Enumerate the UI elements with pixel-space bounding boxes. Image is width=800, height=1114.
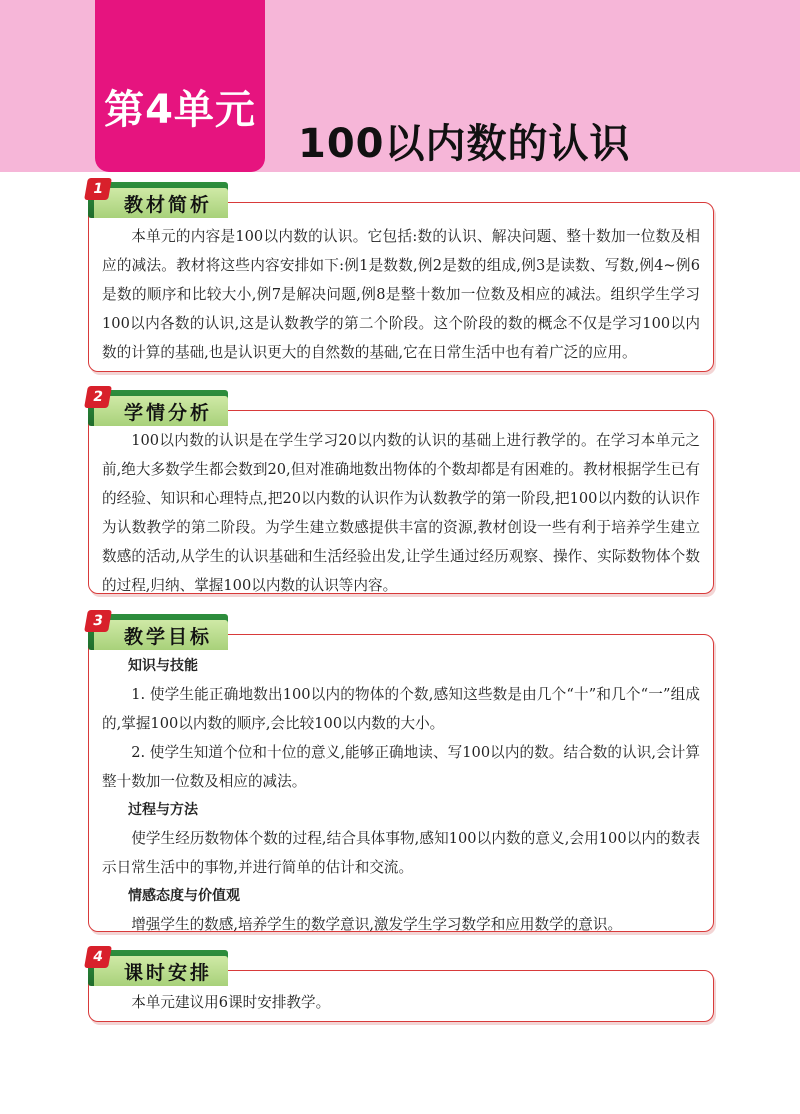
section-title: 课时安排 <box>124 961 213 984</box>
section-header <box>88 182 228 218</box>
unit-tab <box>95 0 265 172</box>
section-number-badge: 2 <box>84 386 112 408</box>
goal-paragraph: 1. 使学生能正确地数出100以内的物体的个数,感知这些数是由几个“十”和几个“一”组成的,掌握100以内数的顺序,会比较100以内数的大小。 <box>102 686 700 732</box>
section-teaching-goals <box>88 614 714 932</box>
goal-paragraph: 使学生经历数物体个数的过程,结合具体事物,感知100以内数的意义,会用100以内的数表示日常生活中的事物,并进行简单的估计和交流。 <box>102 830 700 876</box>
subheading-attitude: 情感态度与价值观 <box>128 888 240 904</box>
subheading-process: 过程与方法 <box>128 802 198 818</box>
section-title: 教材简析 <box>124 193 213 216</box>
unit-label: 第4单元 <box>104 87 256 133</box>
section-header <box>88 614 228 650</box>
goal-paragraph: 2. 使学生知道个位和十位的意义,能够正确地读、写100以内的数。结合数的认识,会计算整十数加一位数及相应的减法。 <box>102 744 700 790</box>
subheading-knowledge: 知识与技能 <box>128 658 198 674</box>
section-number-badge: 3 <box>84 610 112 632</box>
section-header <box>88 390 228 426</box>
section-schedule <box>88 950 714 1022</box>
section-paragraph: 本单元的内容是100以内数的认识。它包括:数的认识、解决问题、整十数加一位数及相应的减法。教材将这些内容安排如下:例1是数数,例2是数的组成,例3是读数、写数,例4~例6是数的顺序和比较大小,例7是解决问题,例8是整十数加一位数及相应的减法。组织学生学习100以内各数的认识,这是认数教学的第二个阶段。这个阶段的数的概念不仅是学习100以内数的计算的基础,也是认识更大的自然数的基础,它在日常生活中也有着广泛的应用。 <box>102 228 700 361</box>
section-textbook-analysis <box>88 182 714 372</box>
section-header <box>88 950 228 986</box>
section-title: 教学目标 <box>124 625 213 648</box>
unit-title: 100以内数的认识 <box>298 121 631 167</box>
section-paragraph: 本单元建议用6课时安排教学。 <box>131 994 331 1011</box>
section-number-badge: 1 <box>84 178 112 200</box>
section-number-badge: 4 <box>84 946 112 968</box>
section-learning-analysis <box>88 390 714 594</box>
section-paragraph: 100以内数的认识是在学生学习20以内数的认识的基础上进行教学的。在学习本单元之前,绝大多数学生都会数到20,但对准确地数出物体的个数却都是有困难的。教材根据学生已有的经验、知识和心理特点,把20以内数的认识作为认数教学的第一阶段,把100以内数的认识作为认数教学的第二阶段。为学生建立数感提供丰富的资源,教材创设一些有利于培养学生建立数感的活动,从学生的认识基础和生活经验出发,让学生通过经历观察、操作、实际数物体个数的过程,归纳、掌握100以内数的认识等内容。 <box>102 432 700 594</box>
section-title: 学情分析 <box>124 401 213 424</box>
goal-paragraph: 增强学生的数感,培养学生的数学意识,激发学生学习数学和应用数学的意识。 <box>131 916 623 933</box>
